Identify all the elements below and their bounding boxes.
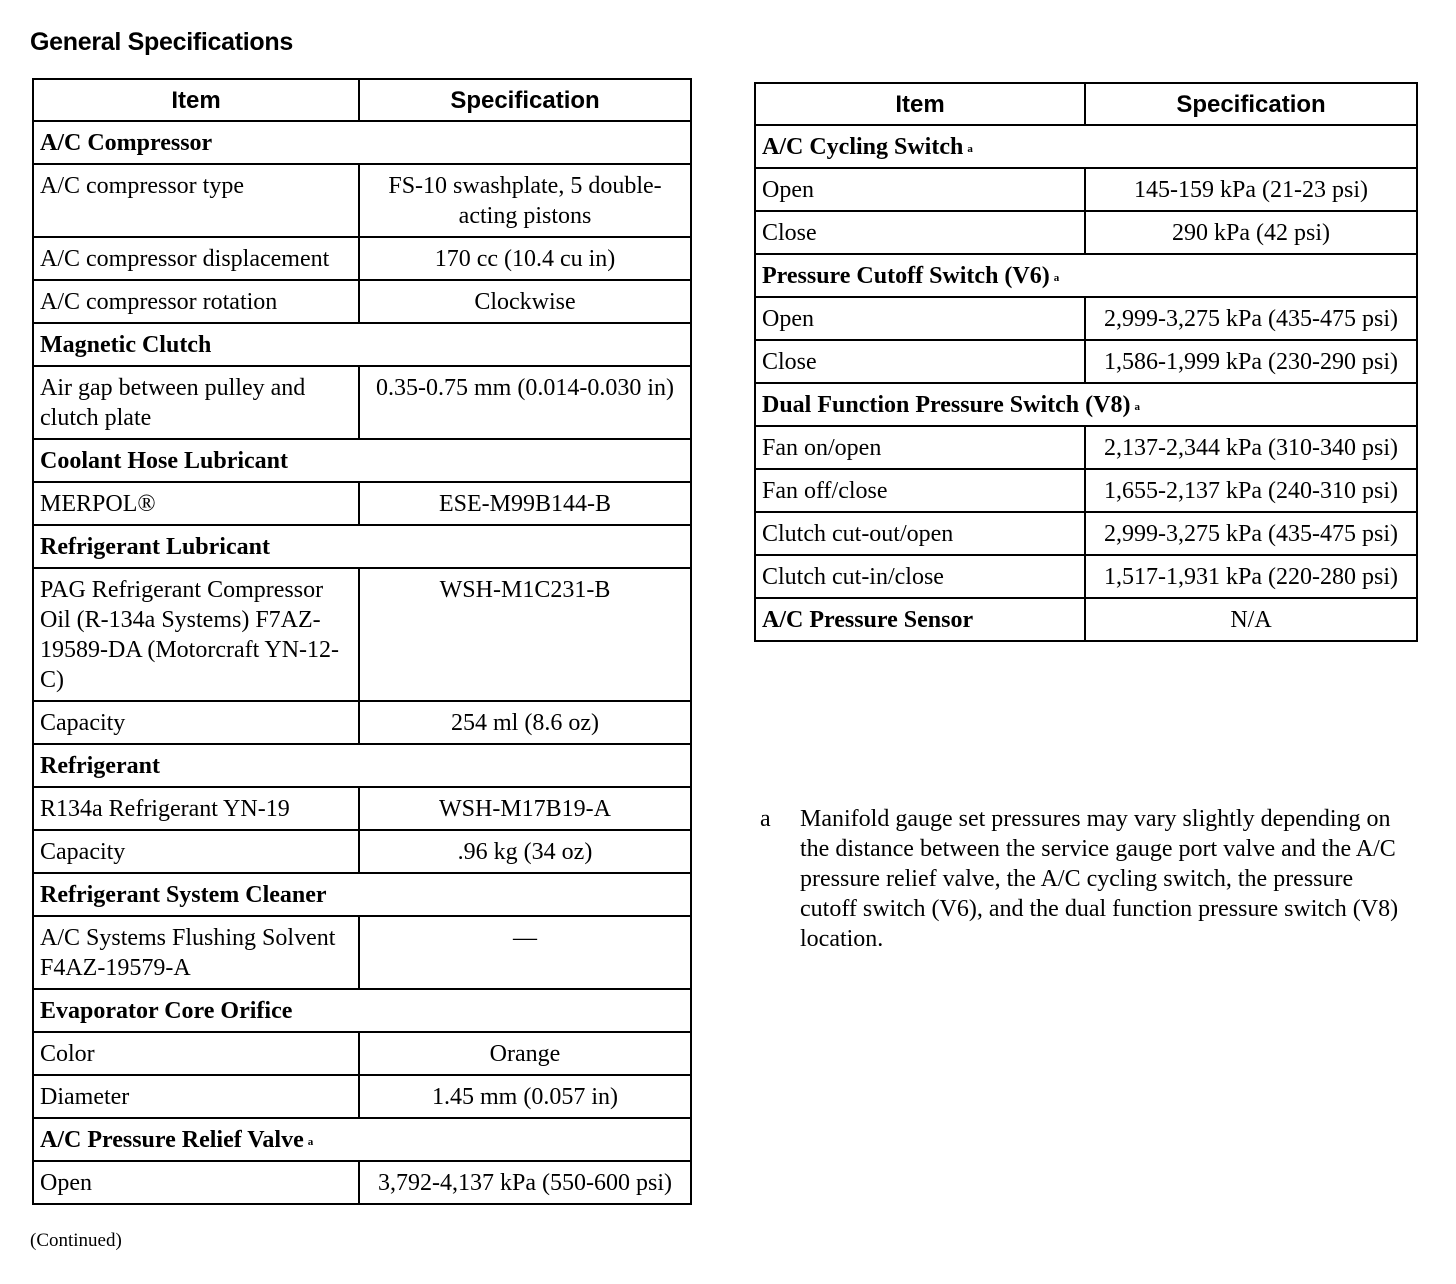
section-title bbox=[755, 383, 1417, 426]
spec-cell: WSH-M1C231-B bbox=[359, 568, 691, 701]
section-title-text: A/C Pressure Sensor bbox=[762, 607, 974, 633]
footnote-text: Manifold gauge set pressures may vary slightly depending on the distance between the service gauge port valve and the A/C pressure relief valve, the A/C cycling switch, the pressure cutoff switch (V6), and the dual function pressure switch (V8) location. bbox=[800, 806, 1399, 952]
item-cell: Color bbox=[33, 1032, 359, 1075]
item-column-header: Item bbox=[33, 79, 359, 121]
spec-cell: FS-10 swashplate, 5 double-acting pistons bbox=[359, 164, 691, 237]
section-title-text: Refrigerant Lubricant bbox=[40, 534, 270, 560]
table-header-row bbox=[755, 83, 1417, 125]
table-row bbox=[33, 366, 691, 439]
section-row bbox=[33, 989, 691, 1032]
item-cell: Fan on/open bbox=[755, 426, 1085, 469]
table-row bbox=[33, 237, 691, 280]
spec-cell: 1.45 mm (0.057 in) bbox=[359, 1075, 691, 1118]
item-cell: PAG Refrigerant Compressor Oil (R-134a Systems) F7AZ-19589-DA (Motorcraft YN-12-C) bbox=[33, 568, 359, 701]
section-title-text: Pressure Cutoff Switch (V6) bbox=[762, 263, 1050, 289]
section-row bbox=[33, 439, 691, 482]
item-cell: Close bbox=[755, 340, 1085, 383]
table-row bbox=[33, 1075, 691, 1118]
spec-cell: 2,137-2,344 kPa (310-340 psi) bbox=[1085, 426, 1417, 469]
item-cell: Open bbox=[755, 297, 1085, 340]
section-row bbox=[755, 598, 1417, 641]
spec-cell: 170 cc (10.4 cu in) bbox=[359, 237, 691, 280]
table-row bbox=[33, 787, 691, 830]
spec-cell: 1,517-1,931 kPa (220-280 psi) bbox=[1085, 555, 1417, 598]
section-title bbox=[33, 873, 691, 916]
section-title-text: A/C Cycling Switch bbox=[762, 134, 964, 160]
footnote-marker: a bbox=[307, 1136, 314, 1148]
table-header-row bbox=[33, 79, 691, 121]
item-cell: Air gap between pulley and clutch plate bbox=[33, 366, 359, 439]
section-title bbox=[755, 254, 1417, 297]
table-row bbox=[33, 916, 691, 989]
item-cell: MERPOL® bbox=[33, 482, 359, 525]
spec-cell: N/A bbox=[1085, 598, 1417, 641]
section-title-text: Refrigerant bbox=[40, 753, 160, 779]
section-title bbox=[755, 598, 1085, 641]
section-title-text: Evaporator Core Orifice bbox=[40, 998, 293, 1024]
section-title-text: A/C Pressure Relief Valve bbox=[40, 1127, 304, 1153]
section-row bbox=[33, 873, 691, 916]
section-title bbox=[755, 125, 1417, 168]
section-row bbox=[755, 125, 1417, 168]
item-cell: Close bbox=[755, 211, 1085, 254]
section-title bbox=[33, 744, 691, 787]
spec-cell: .96 kg (34 oz) bbox=[359, 830, 691, 873]
item-cell: A/C compressor rotation bbox=[33, 280, 359, 323]
table-row bbox=[33, 1161, 691, 1204]
section-row bbox=[33, 744, 691, 787]
item-cell: Capacity bbox=[33, 830, 359, 873]
table-row bbox=[33, 482, 691, 525]
footnote-marker: a bbox=[1134, 401, 1140, 413]
table-row bbox=[755, 426, 1417, 469]
spec-cell: 1,655-2,137 kPa (240-310 psi) bbox=[1085, 469, 1417, 512]
item-cell: R134a Refrigerant YN-19 bbox=[33, 787, 359, 830]
spec-column-header: Specification bbox=[1085, 83, 1417, 125]
section-row bbox=[33, 525, 691, 568]
section-title-text: Magnetic Clutch bbox=[40, 332, 212, 358]
table-row bbox=[755, 469, 1417, 512]
spec-cell: 254 ml (8.6 oz) bbox=[359, 701, 691, 744]
item-cell: Fan off/close bbox=[755, 469, 1085, 512]
page-title: General Specifications bbox=[30, 28, 293, 56]
table-row bbox=[755, 211, 1417, 254]
spec-column-header: Specification bbox=[359, 79, 691, 121]
item-cell: A/C Systems Flushing Solvent F4AZ-19579-A bbox=[33, 916, 359, 989]
section-row bbox=[33, 1118, 691, 1161]
section-row bbox=[33, 323, 691, 366]
spec-cell: WSH-M17B19-A bbox=[359, 787, 691, 830]
footnote-marker: a bbox=[967, 143, 973, 155]
item-column-header: Item bbox=[755, 83, 1085, 125]
item-cell: Clutch cut-in/close bbox=[755, 555, 1085, 598]
item-cell: Open bbox=[33, 1161, 359, 1204]
section-title-text: Coolant Hose Lubricant bbox=[40, 448, 289, 474]
table-row bbox=[755, 168, 1417, 211]
table-row bbox=[33, 830, 691, 873]
section-title bbox=[33, 323, 691, 366]
table-row bbox=[33, 701, 691, 744]
spec-cell: 1,586-1,999 kPa (230-290 psi) bbox=[1085, 340, 1417, 383]
section-title-text: A/C Compressor bbox=[40, 130, 213, 156]
spec-cell: — bbox=[359, 916, 691, 989]
continued-label: (Continued) bbox=[30, 1230, 122, 1251]
spec-cell: 2,999-3,275 kPa (435-475 psi) bbox=[1085, 512, 1417, 555]
section-title bbox=[33, 989, 691, 1032]
footnote-marker: a bbox=[1053, 272, 1060, 284]
table-row bbox=[755, 512, 1417, 555]
table-row bbox=[33, 1032, 691, 1075]
section-title bbox=[33, 525, 691, 568]
table-row bbox=[755, 340, 1417, 383]
item-cell: Open bbox=[755, 168, 1085, 211]
table-row bbox=[755, 555, 1417, 598]
footnote-mark: a bbox=[760, 806, 771, 832]
section-title bbox=[33, 439, 691, 482]
section-row bbox=[33, 121, 691, 164]
item-cell: A/C compressor displacement bbox=[33, 237, 359, 280]
spec-cell: 145-159 kPa (21-23 psi) bbox=[1085, 168, 1417, 211]
section-title-text: Dual Function Pressure Switch (V8) bbox=[762, 392, 1131, 418]
section-row bbox=[755, 383, 1417, 426]
item-cell: Diameter bbox=[33, 1075, 359, 1118]
left-spec-table bbox=[32, 78, 692, 1205]
table-row bbox=[33, 568, 691, 701]
item-cell: A/C compressor type bbox=[33, 164, 359, 237]
spec-cell: 0.35-0.75 mm (0.014-0.030 in) bbox=[359, 366, 691, 439]
spec-cell: 290 kPa (42 psi) bbox=[1085, 211, 1417, 254]
table-row bbox=[33, 164, 691, 237]
item-cell: Clutch cut-out/open bbox=[755, 512, 1085, 555]
spec-cell: Orange bbox=[359, 1032, 691, 1075]
table-row bbox=[755, 297, 1417, 340]
spec-cell: 3,792-4,137 kPa (550-600 psi) bbox=[359, 1161, 691, 1204]
table-row bbox=[33, 280, 691, 323]
section-title bbox=[33, 1118, 691, 1161]
section-title-text: Refrigerant System Cleaner bbox=[40, 882, 327, 908]
section-row bbox=[755, 254, 1417, 297]
right-spec-table bbox=[754, 82, 1418, 642]
spec-cell: Clockwise bbox=[359, 280, 691, 323]
section-title bbox=[33, 121, 691, 164]
item-cell: Capacity bbox=[33, 701, 359, 744]
spec-cell: 2,999-3,275 kPa (435-475 psi) bbox=[1085, 297, 1417, 340]
spec-cell: ESE-M99B144-B bbox=[359, 482, 691, 525]
